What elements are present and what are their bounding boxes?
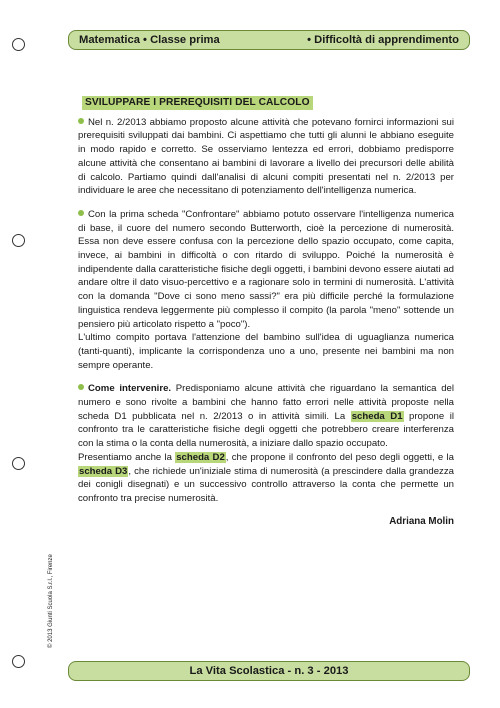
copyright-note: © 2013 Giunti Scuola S.r.l., Firenze xyxy=(48,554,54,648)
paragraph-1: Nel n. 2/2013 abbiamo proposto alcune attività che potevano fornirci informazioni sui prerequisiti sviluppati dai bambini. Ci aspettiamo che tutti gli alunni le abbiano eseguite in modo rapido e corretto. Se osserviamo lentezza ed errori, dobbiamo predisporre alcune attività che consentano ai bambini di lavorare a livello dei precursori delle abilità di calcolo. Partiamo quindi dall'analisi di alcuni compiti presentati nel n. 2/2013 per individuare le aree che necessitano di potenziamento dell'intelligenza numerica. xyxy=(78,116,454,197)
bullet-icon xyxy=(78,210,84,216)
header-topic: • Difficoltà di apprendimento xyxy=(307,34,459,46)
bullet-icon xyxy=(78,118,84,124)
paragraph-2: Con la prima scheda "Confrontare" abbiamo potuto osservare l'intelligenza numerica di base, il cuore del numero secondo Butterworth, cioè la percezione di numerosità. Essa non deve essere confusa con la percezione dello spazio occupato, come capita, invece, ai bambini in difficoltà o con ritardo di sviluppo. Poiché la numerosità è indipendente dalla caratteristiche fisiche degli oggetti, i bambini devono essere aiutati ad andare oltre il dato visuo-percettivo e a ragionare solo in termini di numerosità. L'attività con la domanda "Dove ci sono meno sassi?" era più difficile perché la formulazione linguistica rendeva leggermente più complesso il compito (la parola "meno" sottende un pensiero più articolato rispetto a "poco"). xyxy=(78,208,454,330)
binder-hole-4 xyxy=(12,655,25,668)
binder-hole-1 xyxy=(12,38,25,51)
intervention-heading: Come intervenire. xyxy=(88,383,172,395)
page-footer xyxy=(68,661,470,681)
article-body xyxy=(78,96,454,528)
highlight-scheda-d2: scheda D2 xyxy=(176,451,225,463)
section-title: SVILUPPARE I PREREQUISITI DEL CALCOLO xyxy=(82,96,313,110)
author-signature: Adriana Molin xyxy=(389,515,454,527)
binder-hole-3 xyxy=(12,457,25,470)
page-header xyxy=(68,30,470,50)
paragraph-5: Presentiamo anche la scheda D2, che propone il confronto del peso degli oggetti, e la scheda D3, che richiede un'iniziale stima di numerosità (a prescindere dalla grandezza dei conigli disegnati) e un successivo controllo attraverso la conta che permette un confronto tra precise numerosità. xyxy=(78,451,454,504)
highlight-scheda-d1: scheda D1 xyxy=(351,410,403,422)
paragraph-4: Come intervenire. Predisponiamo alcune attività che riguardano la semantica del numero e sono rivolte a bambini che hanno fatto errori nelle attività proposte nella scheda D1 pubblicata nel n. 2/2013 o in attività simili. La scheda D1 propone il confronto tra le caratteristiche fisiche degli oggetti che potrebbero creare interferenza con la stima o la conta della numerosità, a iniziare dallo spazio occupato. xyxy=(78,383,454,450)
bullet-icon xyxy=(78,384,84,390)
paragraph-3: L'ultimo compito portava l'attenzione del bambino sull'idea di uguaglianza numerica (tanti-quanti), implicante la corrispondenza uno a uno, presente nei bambini ma non sempre operante. xyxy=(78,332,454,371)
binder-hole-2 xyxy=(12,234,25,247)
header-subject: Matematica • Classe prima xyxy=(79,34,220,46)
highlight-scheda-d3: scheda D3 xyxy=(79,465,128,477)
footer-publication: La Vita Scolastica - n. 3 - 2013 xyxy=(189,665,349,677)
